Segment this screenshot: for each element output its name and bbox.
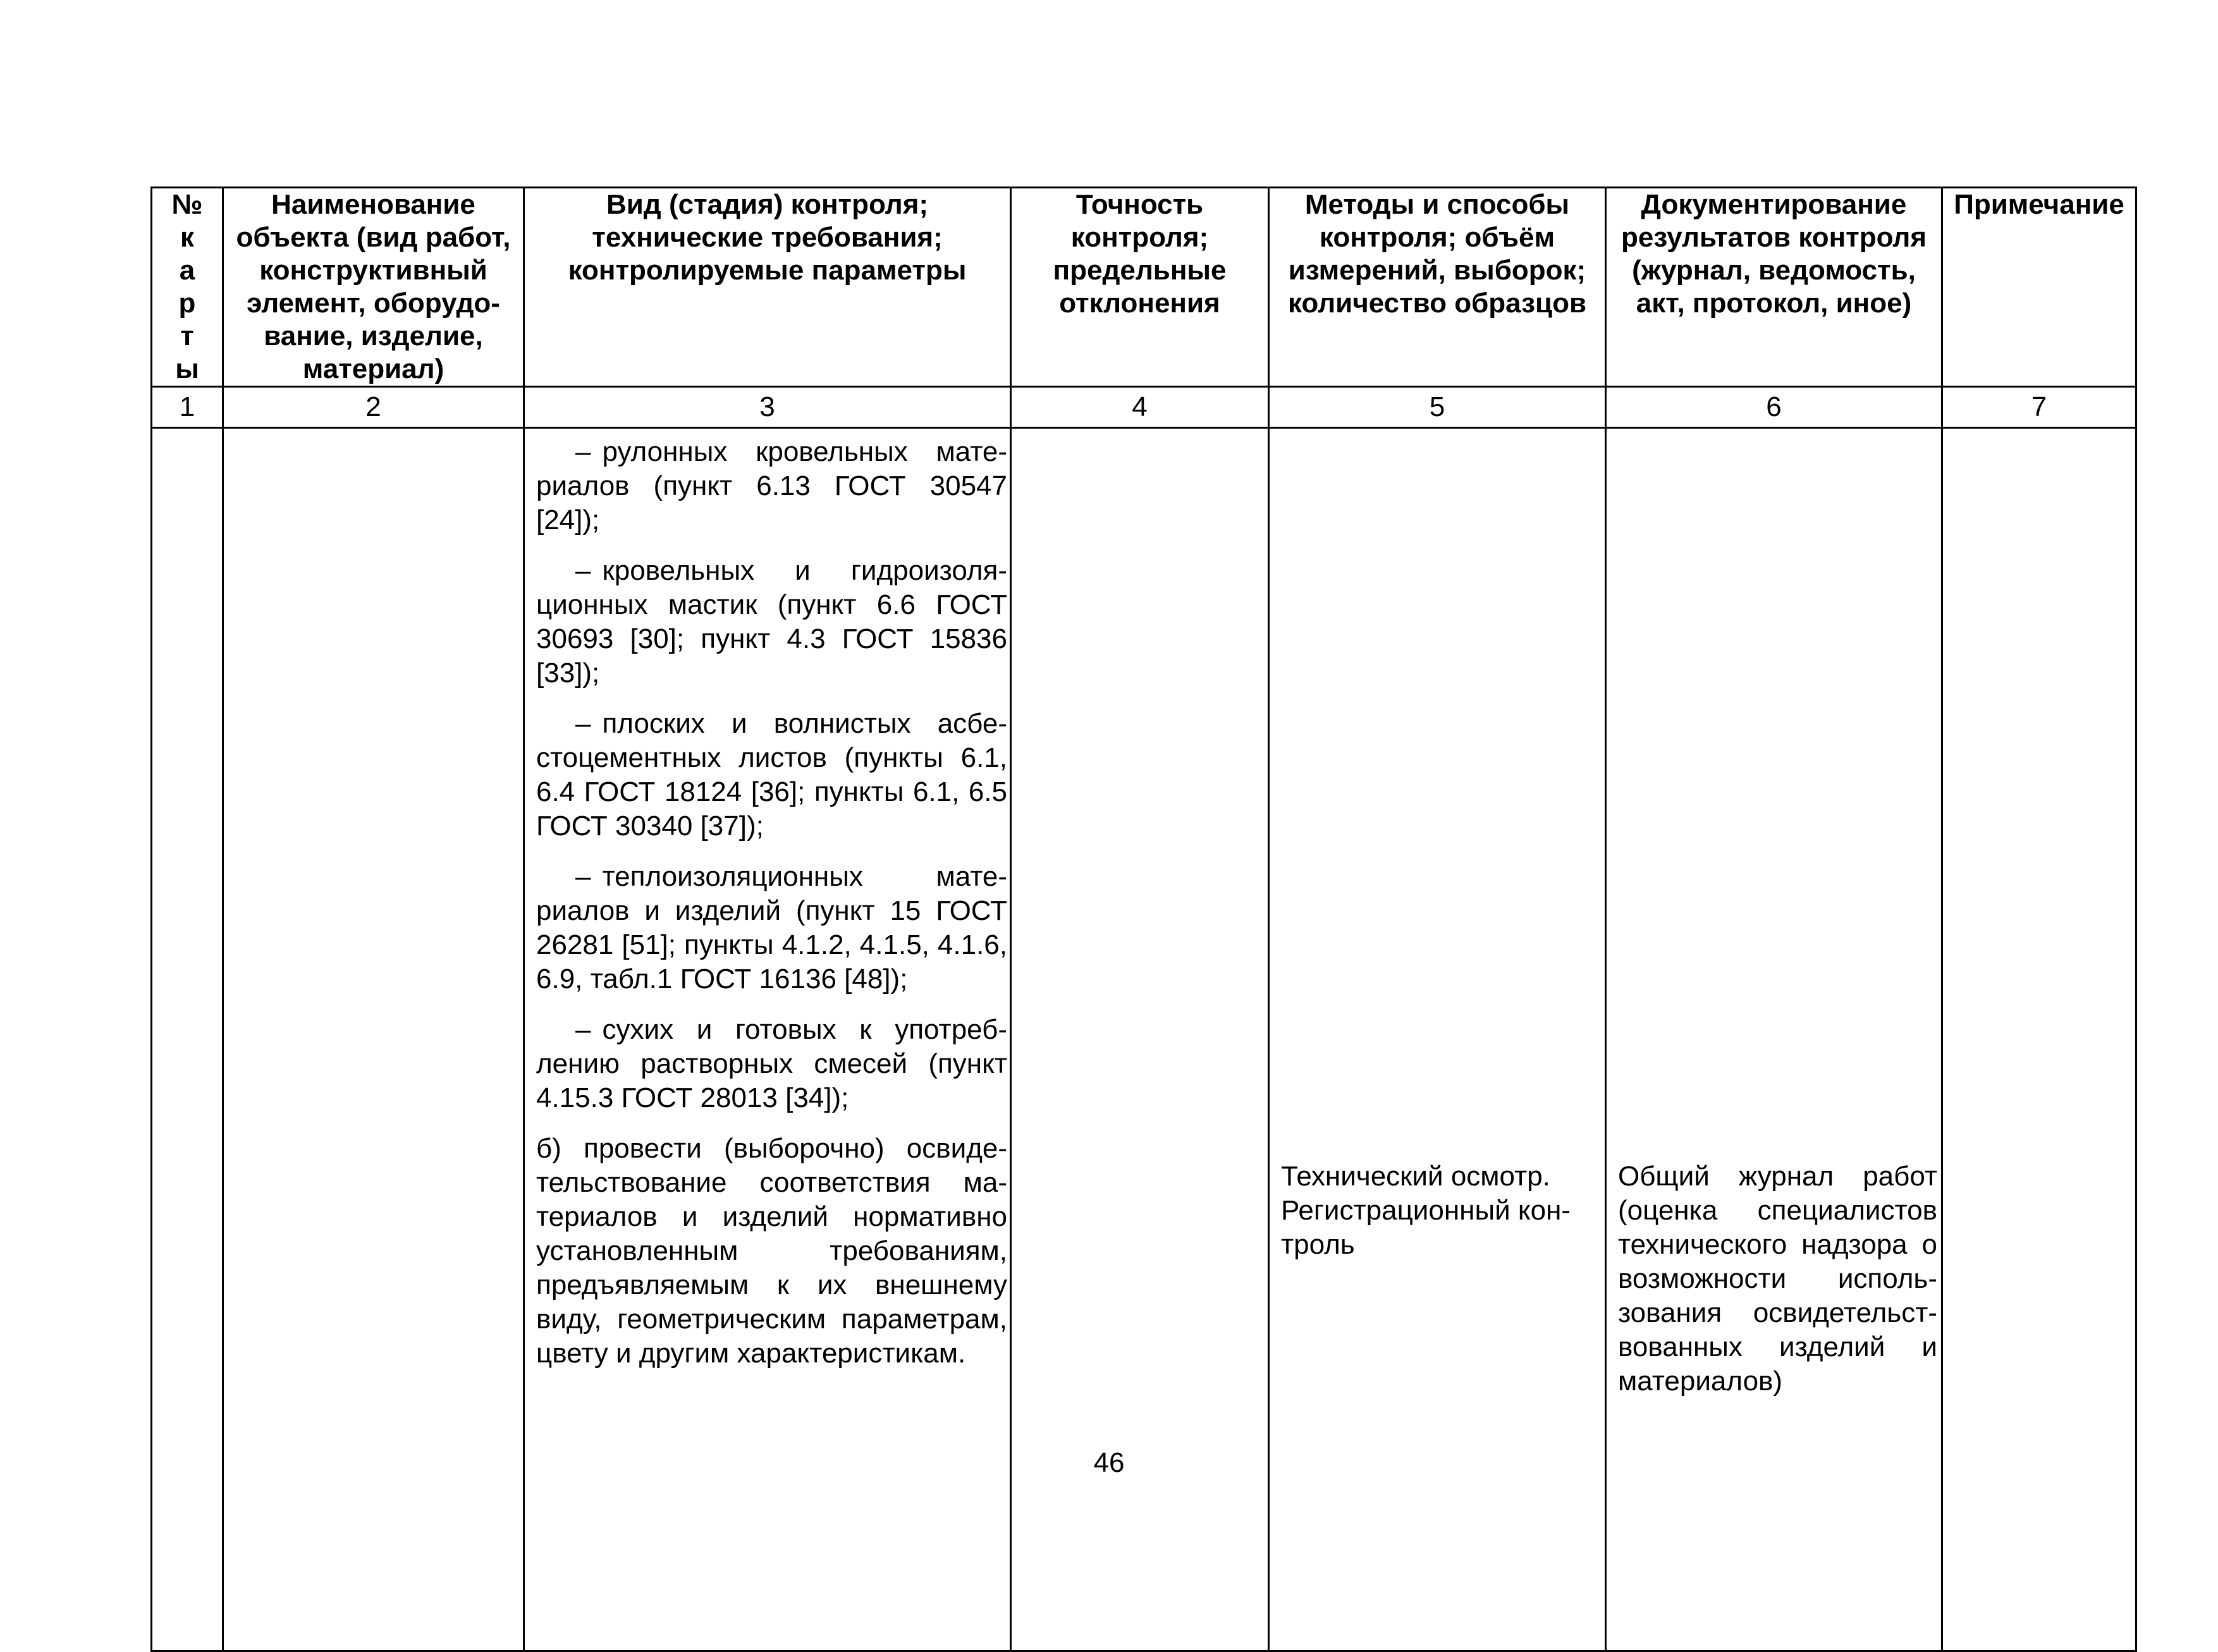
page-number: 46 <box>1093 1447 1125 1478</box>
inspection-paragraph: б) провести (выборочно) освиде-тельствование соответствия ма-териалов и изделий нормативно установленным требованиям, предъявляемым к их внешнему виду, геометрическим параметрам, цвету и другим характеристикам. <box>536 1133 1007 1369</box>
column-number: 6 <box>1606 387 1942 428</box>
list-item: – теплоизоляционных мате-риалов и изделий (пункт 15 ГОСТ 26281 [51]; пункты 4.1.2, 4.1.5, 4.1.6, 6.9, табл.1 ГОСТ 16136 [48]); <box>536 861 1007 994</box>
methods-text: Технический осмотр. Регистрационный кон-троль <box>1281 1161 1571 1260</box>
column-number: 2 <box>223 387 524 428</box>
column-number: 1 <box>152 387 223 428</box>
list-item: – рулонных кровельных мате-риалов (пункт 6.13 ГОСТ 30547 [24]); <box>536 436 1007 535</box>
header-cell-object-name: Наименование объекта (вид работ, конструктивный элемент, оборудо- вание, изделие, материал) <box>223 188 524 387</box>
column-number: 3 <box>524 387 1011 428</box>
list-item: – сухих и готовых к употреб-лению растворных смесей (пункт 4.15.3 ГОСТ 28013 [34]); <box>536 1014 1007 1113</box>
column-number: 7 <box>1942 387 2136 428</box>
list-item: – плоских и волнистых асбе-стоцементных листов (пункты 6.1, 6.4 ГОСТ 18124 [36]; пункты 6.1, 6.5 ГОСТ 30340 [37]); <box>536 708 1007 841</box>
column-number: 5 <box>1269 387 1606 428</box>
header-cell-card-number: № к а р т ы <box>152 188 223 387</box>
header-cell-methods: Методы и способы контроля; объём измерений, выборок; количество образцов <box>1269 188 1606 387</box>
column-number-row <box>152 387 2136 428</box>
header-cell-documentation: Документирование результатов контроля (журнал, ведомость, акт, протокол, иное) <box>1606 188 1942 387</box>
header-cell-note: Примечание <box>1942 188 2136 387</box>
list-item: – кровельных и гидроизоля-ционных мастик (пункт 6.6 ГОСТ 30693 [30]; пункт 4.3 ГОСТ 15836 [33]); <box>536 555 1007 688</box>
header-row <box>152 188 2136 387</box>
documentation-text: Общий журнал работ (оценка специалистов технического надзора о возможности исполь-зования освидетельст-вованных изделий и материалов) <box>1618 1161 1937 1397</box>
column-number: 4 <box>1011 387 1269 428</box>
inspection-table <box>150 187 2137 1652</box>
header-cell-control-type: Вид (стадия) контроля; технические требования; контролируемые параметры <box>524 188 1011 387</box>
header-cell-accuracy: Точность контроля; предельные отклонения <box>1011 188 1269 387</box>
